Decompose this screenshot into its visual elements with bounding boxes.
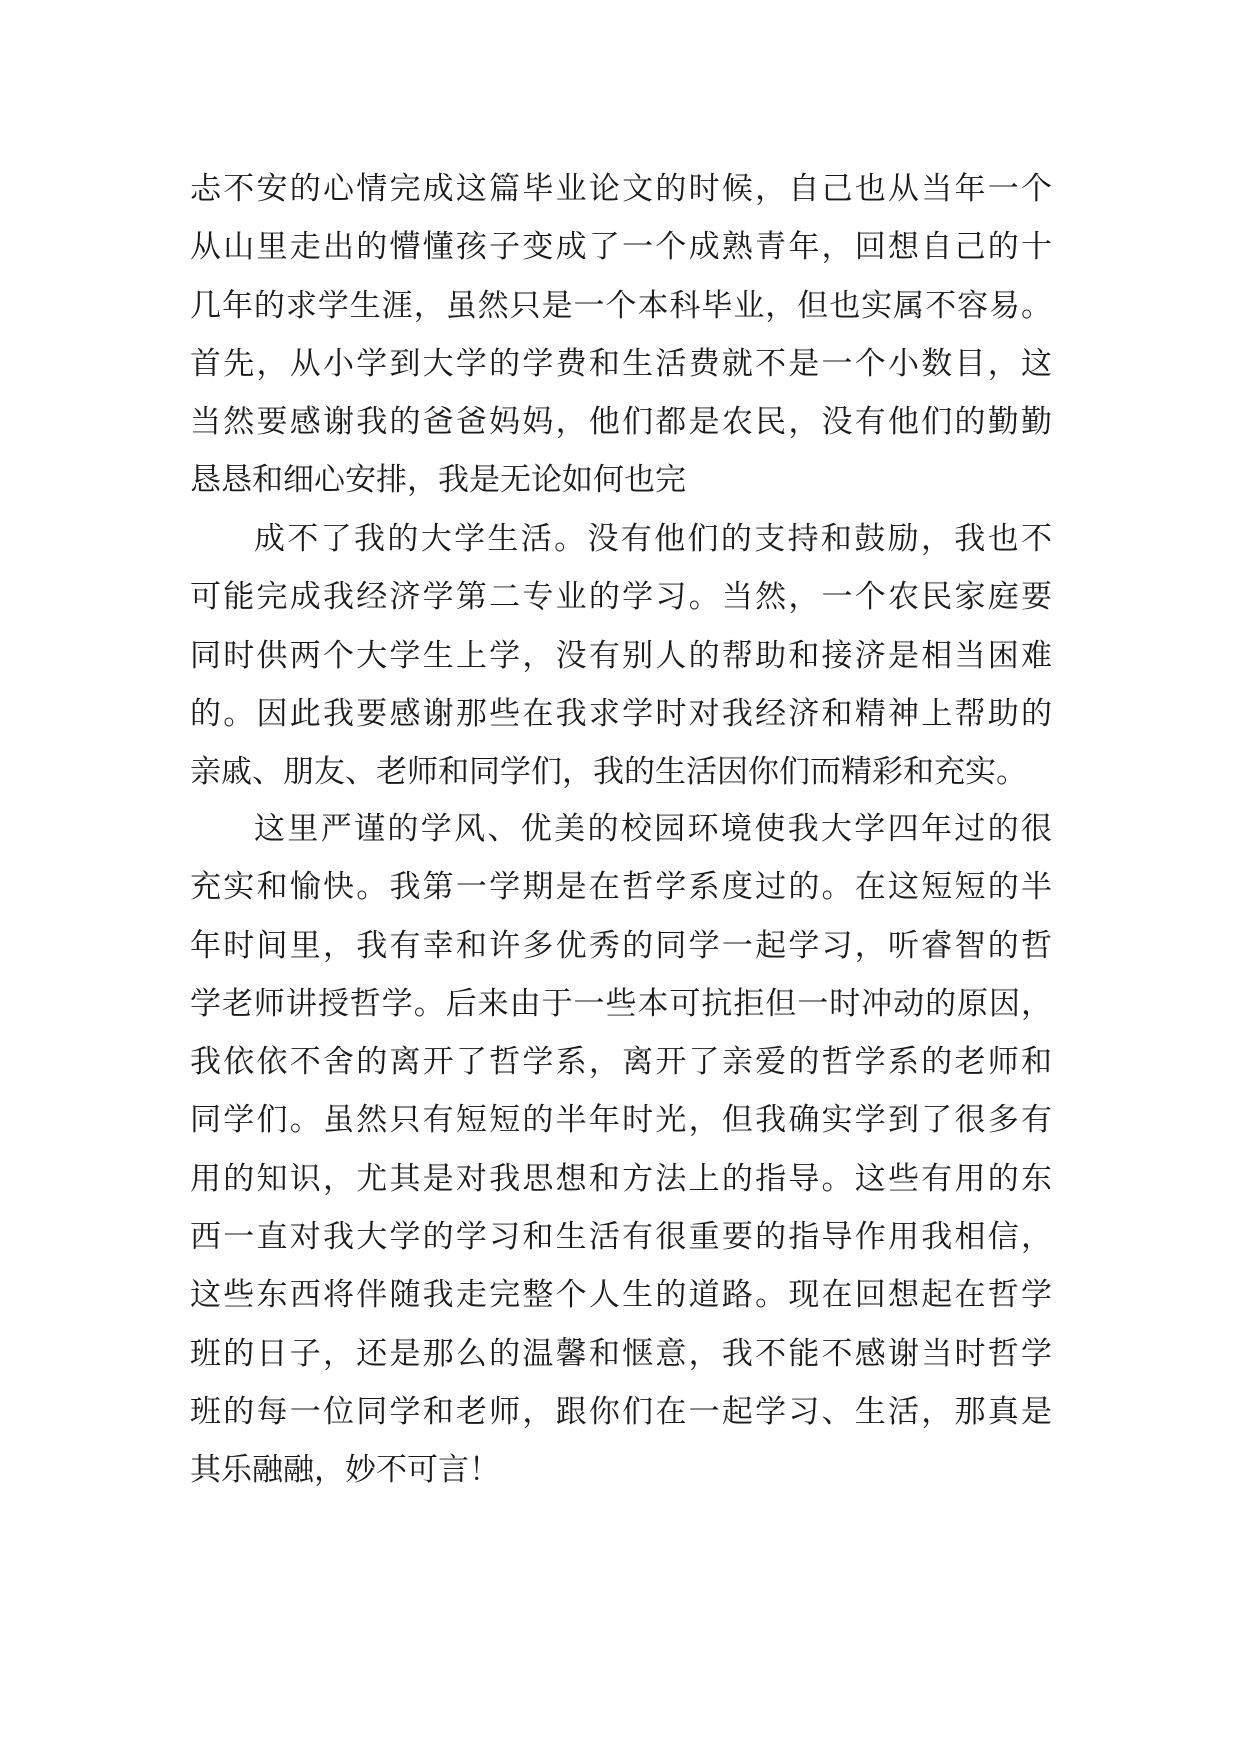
paragraph-line: 可能完成我经济学第二专业的学习。当然，一个农民家庭要 xyxy=(190,579,1052,616)
paragraph-line: 用的知识，尤其是对我思想和方法上的指导。这些有用的东 xyxy=(190,1160,1052,1197)
paragraph-line: 从山里走出的懵懂孩子变成了一个成熟青年，回想自己的十 xyxy=(190,229,1052,266)
paragraph-line: 忐不安的心情完成这篇毕业论文的时候，自己也从当年一个 xyxy=(190,171,1052,207)
paragraph-line: 这里严谨的学风、优美的校园环境使我大学四年过的很 xyxy=(254,811,1052,847)
paragraph-line: 班的每一位同学和老师，跟你们在一起学习、生活，那真是 xyxy=(190,1393,1052,1430)
paragraph-line: 学老师讲授哲学。后来由于一些本可抗拒但一时冲动的原因， xyxy=(190,985,1052,1022)
paragraph-line: 当然要感谢我的爸爸妈妈，他们都是农民，没有他们的勤勤 xyxy=(190,404,1052,441)
paragraph-line: 年时间里，我有幸和许多优秀的同学一起学习，听睿智的哲 xyxy=(190,927,1052,964)
paragraph-line: 其乐融融，妙不可言！ xyxy=(190,1452,500,1489)
paragraph-line: 同时供两个大学生上学，没有别人的帮助和接济是相当困难 xyxy=(190,637,1052,674)
paragraph-line: 亲戚、朋友、老师和同学们，我的生活因你们而精彩和充实。 xyxy=(190,754,1027,791)
paragraph-line: 同学们。虽然只有短短的半年时光，但我确实学到了很多有 xyxy=(190,1102,1052,1139)
paragraph-line: 西一直对我大学的学习和生活有很重要的指导作用我相信， xyxy=(190,1219,1052,1256)
paragraph-2 xyxy=(190,510,1052,801)
paragraph-line: 首先，从小学到大学的学费和生活费就不是一个小数目，这 xyxy=(190,345,1052,382)
paragraph-line: 的。因此我要感谢那些在我求学时对我经济和精神上帮助的 xyxy=(190,695,1052,732)
paragraph-line: 这些东西将伴随我走完整个人生的道路。现在回想起在哲学 xyxy=(190,1277,1052,1314)
paragraph-1 xyxy=(190,160,1052,510)
paragraph-line: 恳恳和细心安排，我是无论如何也完 xyxy=(190,462,686,499)
paragraph-line: 班的日子，还是那么的温馨和惬意，我不能不感谢当时哲学 xyxy=(190,1335,1052,1372)
paragraph-line: 充实和愉快。我第一学期是在哲学系度过的。在这短短的半 xyxy=(190,869,1052,906)
paragraph-line: 成不了我的大学生活。没有他们的支持和鼓励，我也不 xyxy=(254,521,1052,557)
paragraph-line: 几年的求学生涯，虽然只是一个本科毕业，但也实属不容易。 xyxy=(190,287,1052,324)
paragraph-3 xyxy=(190,800,1052,1500)
paragraph-line: 我依依不舍的离开了哲学系，离开了亲爱的哲学系的老师和 xyxy=(190,1044,1052,1081)
